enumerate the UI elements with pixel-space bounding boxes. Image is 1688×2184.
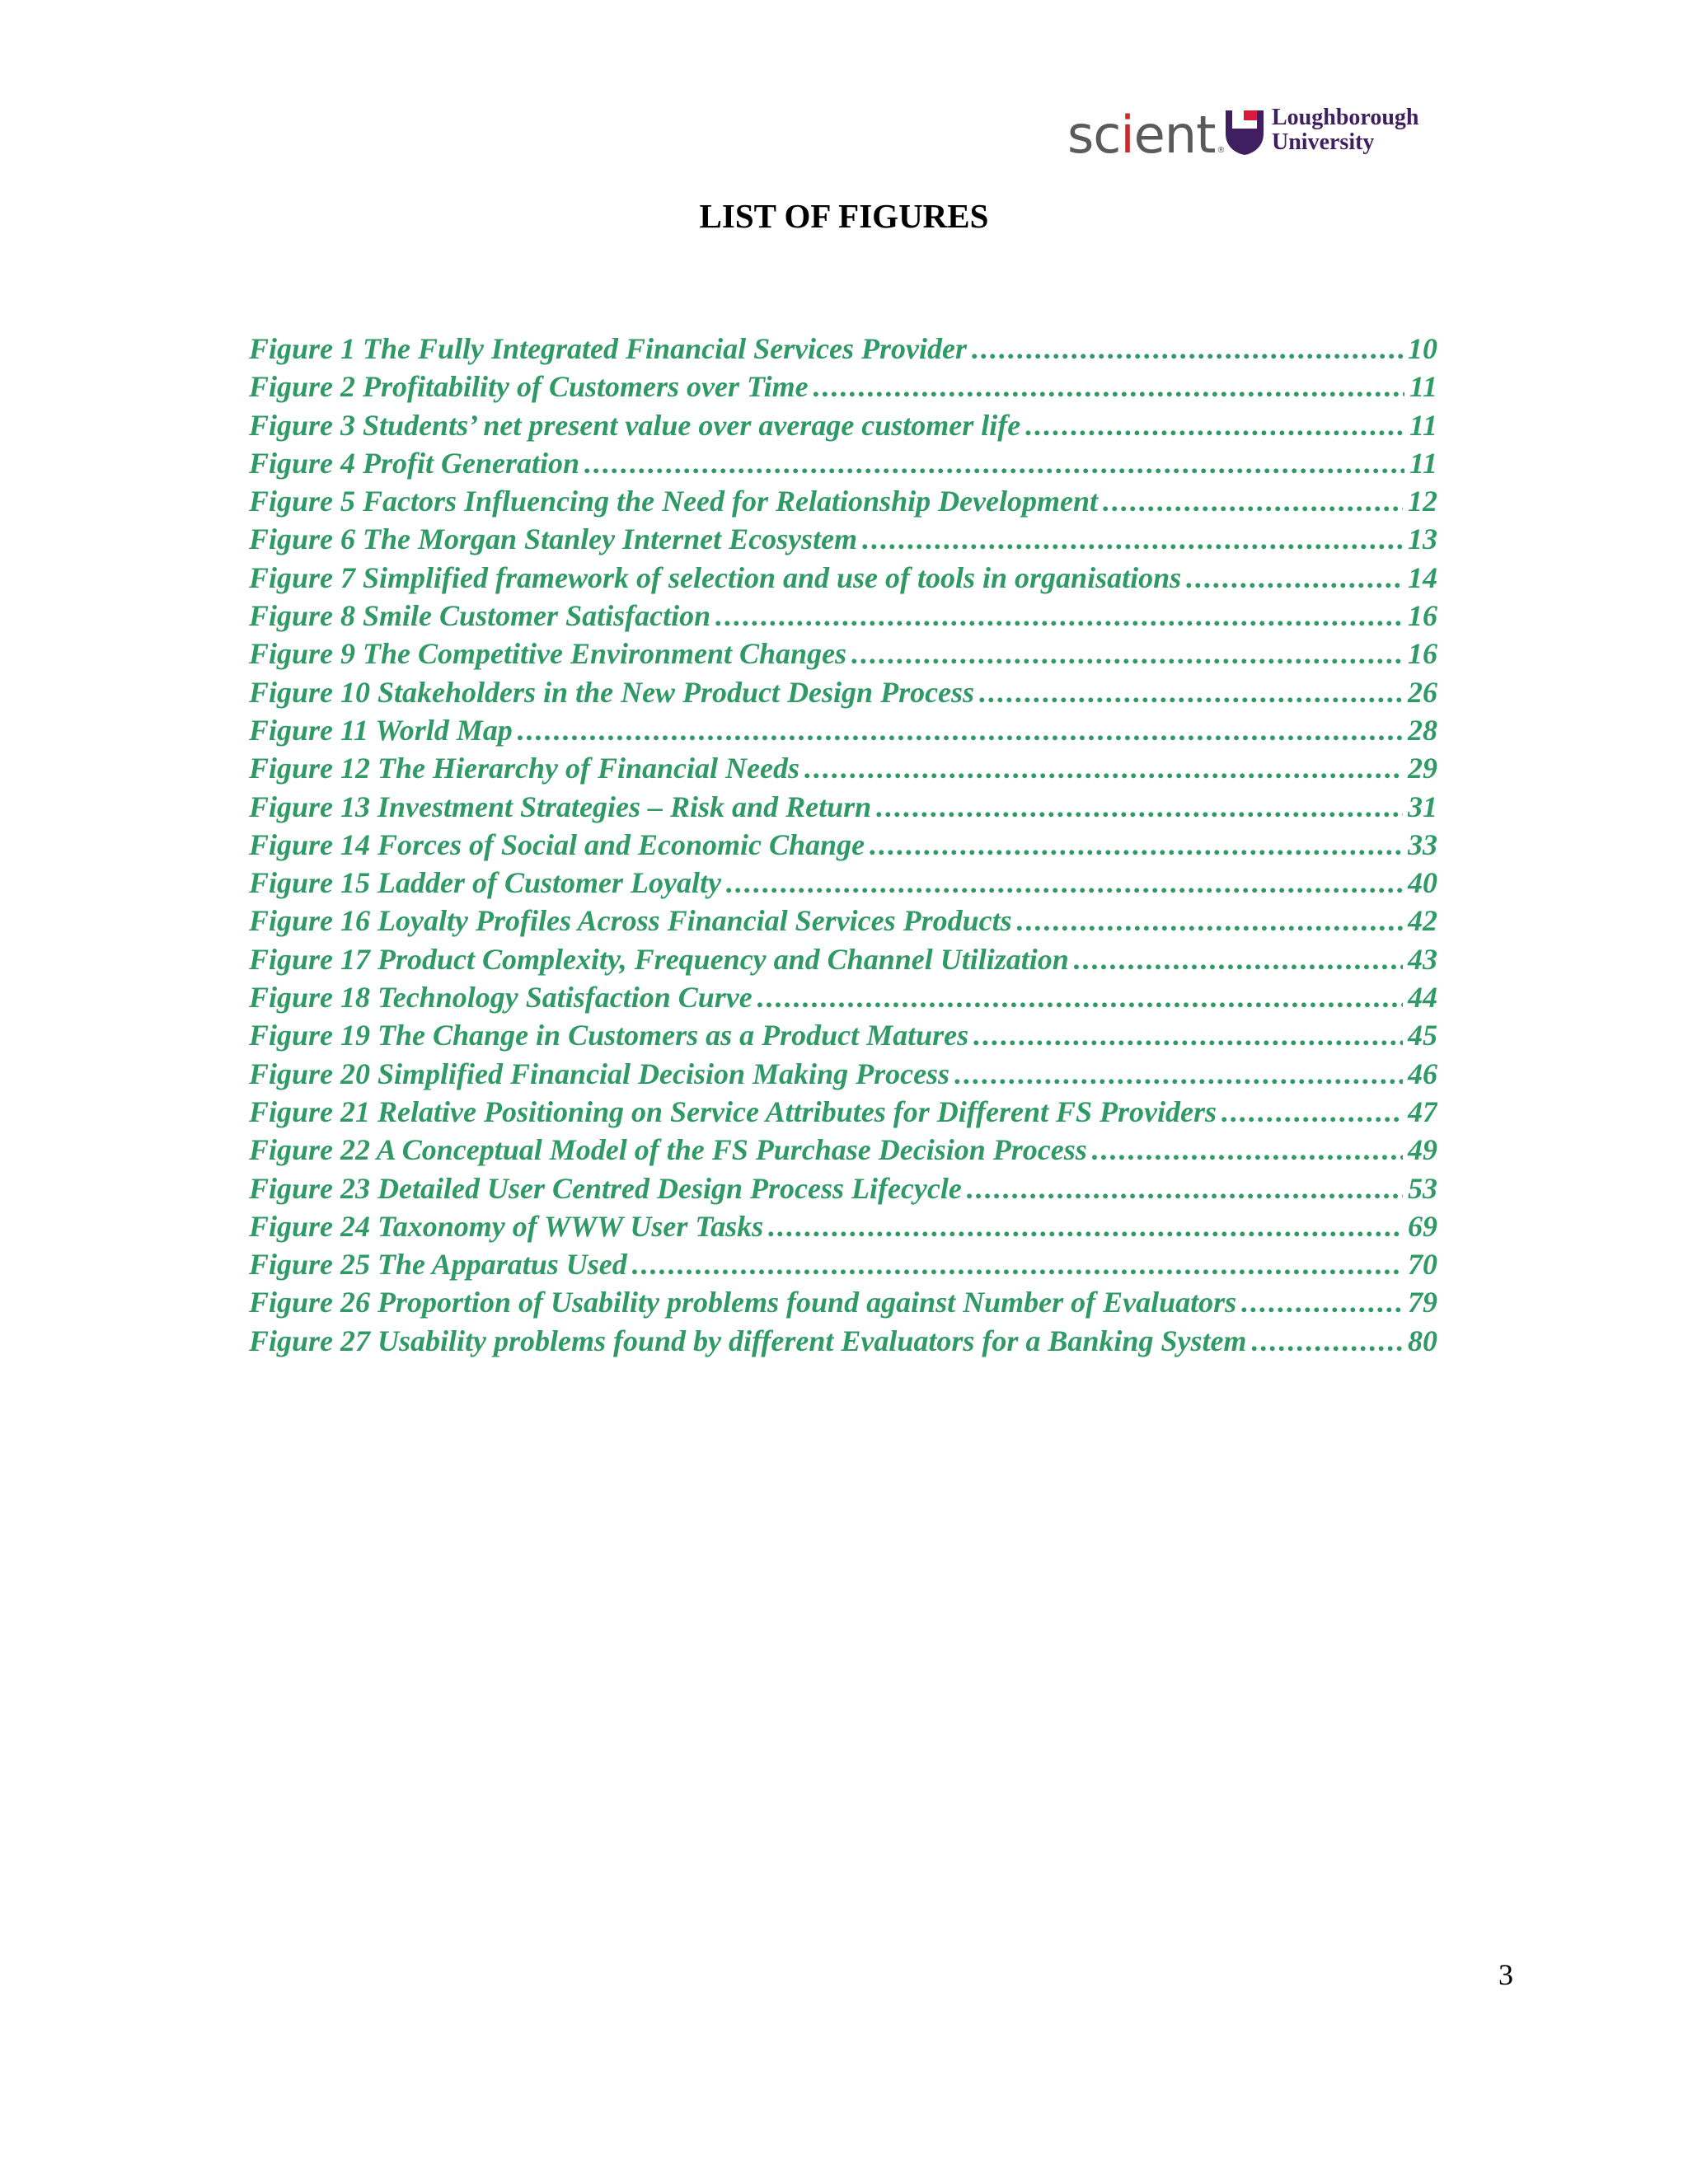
figures-list	[249, 330, 1437, 1360]
toc-entry[interactable]	[249, 711, 1437, 749]
toc-entry-label[interactable]: Figure 25 The Apparatus Used	[249, 1248, 627, 1282]
toc-dot-leader	[1241, 1283, 1403, 1321]
toc-entry-label[interactable]: Figure 23 Detailed User Centred Design Process Lifecycle	[249, 1171, 962, 1205]
toc-entry-label[interactable]: Figure 1 The Fully Integrated Financial Services Provider	[249, 332, 967, 365]
toc-entry-label[interactable]: Figure 4 Profit Generation	[249, 446, 580, 480]
toc-entry-page[interactable]: 29	[1408, 752, 1437, 785]
toc-entry[interactable]	[249, 559, 1437, 597]
toc-dot-leader	[1221, 1093, 1403, 1131]
toc-entry[interactable]	[249, 673, 1437, 711]
toc-entry-label[interactable]: Figure 5 Factors Influencing the Need for Relationship Development	[249, 485, 1099, 518]
toc-entry[interactable]	[249, 520, 1437, 558]
toc-dot-leader	[1186, 559, 1403, 597]
page-title: LIST OF FIGURES	[699, 197, 989, 235]
loughborough-shield-icon	[1224, 109, 1265, 157]
loughborough-wordmark-line1: Loughborough	[1272, 105, 1419, 130]
toc-entry-page[interactable]: 10	[1408, 332, 1437, 365]
toc-entry-page[interactable]: 80	[1408, 1324, 1437, 1357]
toc-entry[interactable]	[249, 597, 1437, 635]
toc-entry-page[interactable]: 16	[1408, 637, 1437, 671]
scient-logo	[1067, 105, 1224, 180]
toc-entry-label[interactable]: Figure 16 Loyalty Profiles Across Financial Services Products	[249, 904, 1012, 938]
toc-entry[interactable]	[249, 978, 1437, 1016]
toc-entry-label[interactable]: Figure 20 Simplified Financial Decision Making Process	[249, 1057, 950, 1090]
scient-logo-mark: ®	[1217, 146, 1225, 155]
toc-dot-leader	[1025, 406, 1404, 444]
toc-entry-label[interactable]: Figure 6 The Morgan Stanley Internet Ecosystem	[249, 523, 858, 556]
toc-dot-leader	[768, 1207, 1403, 1245]
toc-dot-leader	[632, 1245, 1403, 1283]
scient-logo-prefix: sc	[1067, 105, 1121, 165]
toc-dot-leader	[518, 711, 1403, 749]
toc-entry-page[interactable]: 42	[1408, 904, 1437, 938]
toc-entry-page[interactable]: 53	[1408, 1171, 1437, 1205]
loughborough-wordmark-line2: University	[1272, 129, 1375, 155]
toc-entry-label[interactable]: Figure 8 Smile Customer Satisfaction	[249, 599, 711, 633]
toc-entry[interactable]	[249, 1131, 1437, 1169]
toc-entry-page[interactable]: 26	[1408, 675, 1437, 709]
toc-entry[interactable]	[249, 635, 1437, 673]
toc-entry-page[interactable]: 44	[1408, 981, 1437, 1015]
toc-dot-leader	[967, 1169, 1403, 1207]
toc-dot-leader	[1251, 1322, 1403, 1360]
toc-entry-label[interactable]: Figure 13 Investment Strategies – Risk and Return	[249, 790, 872, 823]
toc-dot-leader	[972, 330, 1403, 368]
toc-dot-leader	[804, 749, 1403, 787]
toc-dot-leader	[1103, 482, 1403, 520]
toc-entry[interactable]	[249, 406, 1437, 444]
toc-entry-page[interactable]: 11	[1409, 370, 1437, 404]
toc-entry-label[interactable]: Figure 15 Ladder of Customer Loyalty	[249, 866, 721, 900]
toc-entry-page[interactable]: 69	[1408, 1209, 1437, 1243]
toc-entry[interactable]	[249, 1207, 1437, 1245]
toc-entry[interactable]	[249, 1283, 1437, 1321]
toc-dot-leader	[851, 635, 1403, 673]
toc-entry-label[interactable]: Figure 22 A Conceptual Model of the FS Purchase Decision Process	[249, 1133, 1087, 1167]
toc-dot-leader	[1074, 940, 1403, 978]
toc-entry[interactable]	[249, 482, 1437, 520]
toc-entry[interactable]	[249, 330, 1437, 368]
toc-entry-label[interactable]: Figure 27 Usability problems found by different Evaluators for a Banking System	[249, 1324, 1247, 1357]
page-number: 3	[1498, 1958, 1513, 1991]
toc-dot-leader	[979, 673, 1403, 711]
toc-entry-label[interactable]: Figure 26 Proportion of Usability problems found against Number of Evaluators	[249, 1286, 1237, 1319]
toc-dot-leader	[757, 978, 1403, 1016]
scient-logo-accent: i	[1120, 105, 1134, 165]
toc-entry[interactable]	[249, 788, 1437, 826]
toc-dot-leader	[726, 864, 1403, 902]
toc-entry-page[interactable]: 33	[1408, 827, 1437, 861]
toc-entry-label[interactable]: Figure 14 Forces of Social and Economic Change	[249, 827, 865, 861]
toc-dot-leader	[876, 788, 1403, 826]
toc-entry-page[interactable]: 31	[1408, 790, 1437, 823]
toc-entry-page[interactable]: 11	[1409, 446, 1437, 480]
toc-dot-leader	[870, 826, 1403, 864]
toc-entry-label[interactable]: Figure 3 Students’ net present value over average customer life	[249, 408, 1021, 442]
toc-dot-leader	[954, 1055, 1403, 1093]
toc-entry-page[interactable]: 43	[1408, 942, 1437, 976]
toc-entry-label[interactable]: Figure 12 The Hierarchy of Financial Needs	[249, 752, 799, 785]
toc-entry-page[interactable]: 28	[1408, 713, 1437, 747]
toc-dot-leader	[1017, 902, 1403, 940]
toc-entry[interactable]	[249, 1169, 1437, 1207]
toc-entry-label[interactable]: Figure 2 Profitability of Customers over Time	[249, 370, 809, 404]
toc-entry-page[interactable]: 16	[1408, 599, 1437, 633]
toc-entry-label[interactable]: Figure 21 Relative Positioning on Service Attributes for Different FS Providers	[249, 1094, 1217, 1128]
toc-entry-page[interactable]: 70	[1408, 1248, 1437, 1282]
toc-entry-label[interactable]: Figure 11 World Map	[249, 713, 513, 747]
toc-entry-page[interactable]: 49	[1408, 1133, 1437, 1167]
toc-dot-leader	[814, 368, 1404, 405]
toc-entry-label[interactable]: Figure 19 The Change in Customers as a Product Matures	[249, 1019, 969, 1052]
loughborough-wordmark	[1272, 105, 1418, 155]
toc-entry[interactable]	[249, 749, 1437, 787]
toc-entry-page[interactable]: 40	[1408, 866, 1437, 900]
toc-entry-page[interactable]: 12	[1408, 485, 1437, 518]
toc-entry-page[interactable]: 79	[1408, 1286, 1437, 1319]
toc-dot-leader	[862, 520, 1403, 558]
toc-entry[interactable]	[249, 1245, 1437, 1283]
toc-dot-leader	[715, 597, 1403, 635]
toc-entry-label[interactable]: Figure 24 Taxonomy of WWW User Tasks	[249, 1209, 764, 1243]
toc-entry[interactable]	[249, 1016, 1437, 1054]
header-logos	[1067, 105, 1442, 165]
toc-entry[interactable]	[249, 940, 1437, 978]
toc-entry-page[interactable]: 14	[1408, 560, 1437, 594]
toc-entry[interactable]	[249, 368, 1437, 405]
toc-entry-label[interactable]: Figure 17 Product Complexity, Frequency and Channel Utilization	[249, 942, 1069, 976]
toc-entry-page[interactable]: 13	[1408, 523, 1437, 556]
toc-entry[interactable]	[249, 1322, 1437, 1360]
toc-entry-page[interactable]: 47	[1408, 1094, 1437, 1128]
toc-entry[interactable]	[249, 444, 1437, 482]
toc-entry-label[interactable]: Figure 9 The Competitive Environment Changes	[249, 637, 847, 671]
toc-dot-leader	[973, 1016, 1403, 1054]
scient-logo-suffix: ent	[1133, 105, 1216, 165]
toc-entry-label[interactable]: Figure 18 Technology Satisfaction Curve	[249, 981, 753, 1015]
toc-entry[interactable]	[249, 864, 1437, 902]
toc-dot-leader	[1092, 1131, 1403, 1169]
toc-entry[interactable]	[249, 1055, 1437, 1093]
toc-entry[interactable]	[249, 826, 1437, 864]
toc-entry-page[interactable]: 46	[1408, 1057, 1437, 1090]
toc-entry-page[interactable]: 11	[1409, 408, 1437, 442]
toc-dot-leader	[584, 444, 1404, 482]
toc-entry[interactable]	[249, 902, 1437, 940]
toc-entry-label[interactable]: Figure 10 Stakeholders in the New Product Design Process	[249, 675, 975, 709]
toc-entry-label[interactable]: Figure 7 Simplified framework of selection and use of tools in organisations	[249, 560, 1182, 594]
toc-entry[interactable]	[249, 1093, 1437, 1131]
toc-entry-page[interactable]: 45	[1408, 1019, 1437, 1052]
